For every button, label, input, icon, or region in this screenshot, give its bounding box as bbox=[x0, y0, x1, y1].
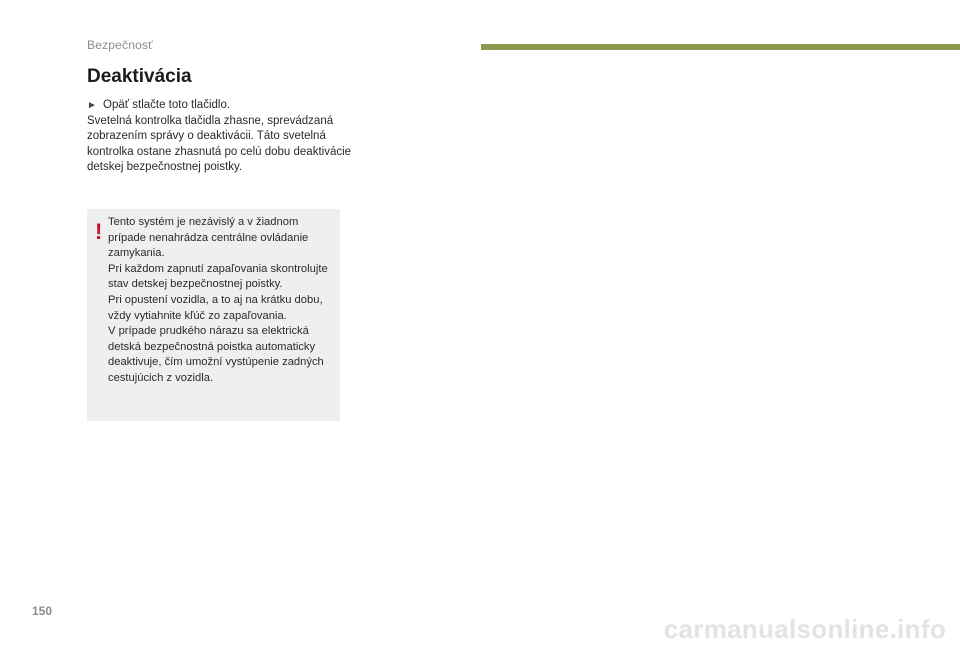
warning-box bbox=[87, 209, 340, 421]
page-number: 150 bbox=[32, 604, 53, 618]
watermark: carmanualsonline.info bbox=[663, 614, 946, 644]
section-divider-bar bbox=[481, 44, 960, 50]
warning-text: Tento systém je nezávislý a v žiadnom prípade nenahrádza centrálne ovládanie zamykania. Pri každom zapnutí zapaľovania skontrolujte stav detskej bezpečnostnej poistky. Pri opustení vozidla, a to aj na krátku dobu, vždy vytiahnite kľúč zo zapaľovania. V prípade prudkého nárazu sa elektrická detská bezpečnostná poistka automaticky deaktivuje, čím umožní vystúpenie zadných cestujúcich z vozidla. bbox=[108, 216, 328, 384]
section-label: Bezpečnosť bbox=[87, 38, 153, 52]
step-text: Opäť stlačte toto tlačidlo. bbox=[103, 99, 231, 111]
page-heading: Deaktivácia bbox=[87, 66, 192, 87]
instruction-step bbox=[87, 98, 357, 114]
description-text: Svetelná kontrolka tlačidla zhasne, sprevádzaná zobrazením správy o deaktivácii. Táto svetelná kontrolka ostane zhasnutá po celú dobu deaktivácie detskej bezpečnostnej poistky. bbox=[87, 114, 352, 174]
instruction-block bbox=[87, 98, 357, 176]
exclamation-icon: ! bbox=[95, 219, 103, 244]
arrow-bullet-icon: ► bbox=[87, 100, 97, 111]
